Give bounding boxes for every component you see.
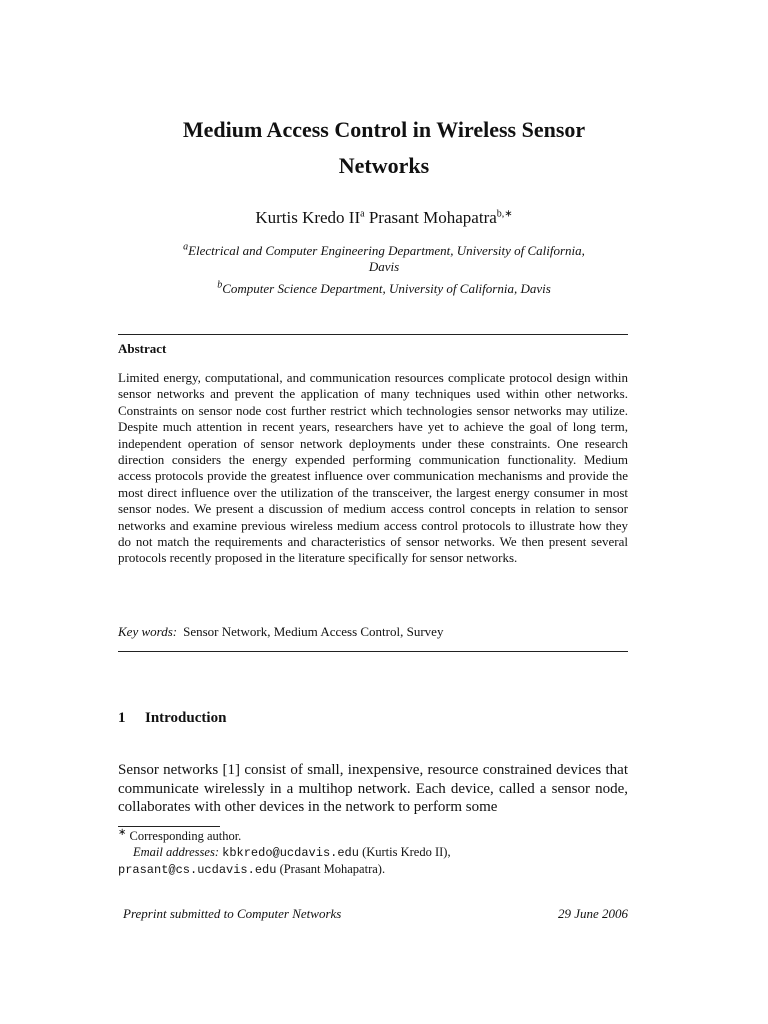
email-1-name: (Kurtis Kredo II), xyxy=(362,845,451,859)
author-1: Kurtis Kredo II xyxy=(255,208,361,227)
title-line-2: Networks xyxy=(338,153,430,178)
email-2-name: (Prasant Mohapatra). xyxy=(279,862,386,876)
author-2-mark: b,∗ xyxy=(496,208,513,220)
section-heading xyxy=(118,710,226,727)
footnote-emails-line-2 xyxy=(118,861,628,878)
affiliation-b-mark: b xyxy=(217,279,223,291)
keywords xyxy=(118,624,628,640)
footnote-mark: ∗ xyxy=(118,826,127,838)
footer-right: 29 June 2006 xyxy=(557,906,628,921)
section-number: 1 xyxy=(118,710,126,726)
affiliation-b-line: Computer Science Department, University of California, Davis xyxy=(222,281,551,296)
intro-paragraph: Sensor networks [1] consist of small, inexpensive, resource constrained devices that communicate wirelessly in a multihop network. Each device, called a sensor node, collaborates with other devices in the network to perform some xyxy=(118,762,628,815)
author-list xyxy=(0,206,768,230)
email-link-1[interactable]: kbkredo@ucdavis.edu xyxy=(222,846,359,860)
paper-title xyxy=(0,112,768,184)
keywords-value: Sensor Network, Medium Access Control, Survey xyxy=(183,624,444,639)
title-line-1: Medium Access Control in Wireless Sensor xyxy=(182,117,586,142)
affiliation-a xyxy=(130,243,638,275)
footnote xyxy=(118,828,628,878)
affiliation-b xyxy=(130,281,638,297)
author-2: Prasant Mohapatra xyxy=(368,208,497,227)
affiliation-a-mark: a xyxy=(183,241,189,253)
section-title: Introduction xyxy=(145,710,227,726)
page-footer xyxy=(123,906,628,922)
footnote-rule xyxy=(118,826,220,827)
abstract-heading: Abstract xyxy=(118,341,167,356)
affiliation-a-line-1: Electrical and Computer Engineering Department, University of California, xyxy=(188,243,585,258)
footnote-emails xyxy=(118,844,628,861)
affiliation-a-line-2: Davis xyxy=(368,259,400,274)
footnote-corresponding xyxy=(118,828,628,844)
footnote-email-label: Email addresses: xyxy=(133,845,219,859)
footer-left: Preprint submitted to Computer Networks xyxy=(123,906,342,921)
abstract-top-rule xyxy=(118,334,628,335)
abstract-body: Limited energy, computational, and communication resources complicate protocol design within sensor networks and prevent the application of many techniques used within other networks. Constraints on sensor node cost further restrict which technologies sensor networks may utilize. Despite much attention in recent years, researchers have yet to achieve the goal of long term, independent operation of sensor network deployments under these constraints. One research direction considers the energy expended performing communication functionality. Medium access protocols provide the greatest influence over communication mechanisms and provide the most direct influence over the utilization of the transceiver, the largest energy consumer in most sensor nodes. We present a discussion of medium access control concepts in relation to sensor networks and examine previous wireless medium access control protocols to illustrate how they do not match the requirements and characteristics of sensor networks. We then present several protocols recently proposed in the literature specifically for sensor networks. xyxy=(118,370,628,566)
keywords-label: Key words: xyxy=(118,624,178,639)
abstract-bottom-rule xyxy=(118,651,628,652)
author-1-mark: a xyxy=(360,208,365,220)
email-link-2[interactable]: prasant@cs.ucdavis.edu xyxy=(118,863,277,877)
footnote-corresponding-text: Corresponding author. xyxy=(129,829,242,843)
